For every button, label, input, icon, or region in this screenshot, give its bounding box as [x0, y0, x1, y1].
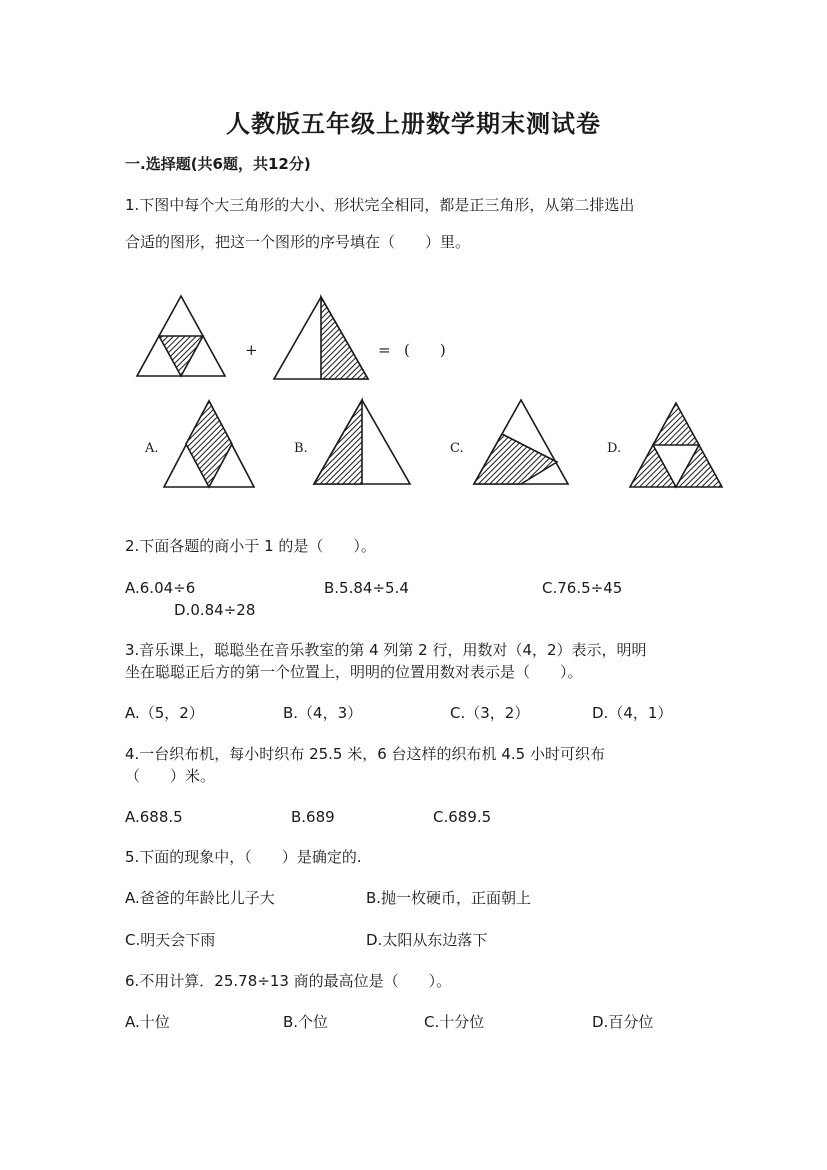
question-5-option-d: D.太阳从东边落下: [366, 931, 488, 949]
question-6-option-a: A.十位: [125, 1013, 170, 1031]
question-2-stem: 2.下面各题的商小于 1 的是（ ）。: [125, 537, 376, 555]
question-3-stem-line-2: 坐在聪聪正后方的第一个位置上，明明的位置用数对表示是（ ）。: [125, 663, 583, 681]
question-1-stem-line-2: 合适的图形，把这一个图形的序号填在（ ）里。: [125, 233, 471, 251]
question-4-option-b: B.689: [291, 808, 335, 826]
question-5-stem: 5.下面的现象中，（ ）是确定的.: [125, 848, 362, 866]
question-5-option-b: B.抛一枚硬币，正面朝上: [366, 889, 532, 907]
question-3-option-b: B.（4，3）: [283, 704, 363, 722]
question-6-stem: 6.不用计算．25.78÷13 商的最高位是（ ）。: [125, 972, 452, 990]
question-2-option-d: D.0.84÷28: [174, 601, 256, 619]
question-5-option-a: A.爸爸的年龄比儿子大: [125, 889, 275, 907]
option-d-label: D.: [607, 441, 622, 456]
question-3-stem-line-1: 3.音乐课上，聪聪坐在音乐教室的第 4 列第 2 行，用数对（4，2）表示，明明: [125, 641, 647, 659]
question-3-option-d: D.（4，1）: [592, 704, 673, 722]
question-2-option-b: B.5.84÷5.4: [324, 579, 409, 597]
question-3-option-c: C.（3，2）: [450, 704, 530, 722]
question-3-option-a: A.（5，2）: [125, 704, 204, 722]
question-4-option-a: A.688.5: [125, 808, 183, 826]
question-5-option-c: C.明天会下雨: [125, 931, 216, 949]
plus-sign: +: [245, 341, 258, 359]
question-2-option-c: C.76.5÷45: [542, 579, 623, 597]
question-4-stem-line-2: （ ）米。: [125, 767, 216, 785]
given-triangle-1: [137, 296, 225, 376]
equals-sign: =: [378, 341, 391, 359]
question-2-option-a: A.6.04÷6: [125, 579, 196, 597]
option-b-triangle: [314, 400, 410, 484]
option-b-label: B.: [294, 441, 308, 456]
option-a-triangle: [164, 401, 254, 487]
option-d-triangle: [630, 403, 722, 487]
option-c-label: C.: [450, 441, 464, 456]
option-a-label: A.: [145, 441, 159, 456]
question-4-option-c: C.689.5: [433, 808, 492, 826]
question-4-stem-line-1: 4.一台织布机，每小时织布 25.5 米，6 台这样的织布机 4.5 小时可织布: [125, 745, 605, 763]
question-1-stem-line-1: 1.下图中每个大三角形的大小、形状完全相同，都是正三角形，从第二排选出: [125, 196, 635, 214]
given-triangle-2: [274, 297, 368, 379]
question-6-option-b: B.个位: [283, 1013, 329, 1031]
option-c-triangle: [474, 400, 568, 484]
section-heading: 一.选择题(共6题，共12分): [125, 155, 311, 173]
question-6-option-c: C.十分位: [424, 1013, 485, 1031]
page-title: 人教版五年级上册数学期末测试卷: [226, 109, 601, 138]
question-6-option-d: D.百分位: [592, 1013, 654, 1031]
answer-blank: ( ): [404, 341, 446, 359]
